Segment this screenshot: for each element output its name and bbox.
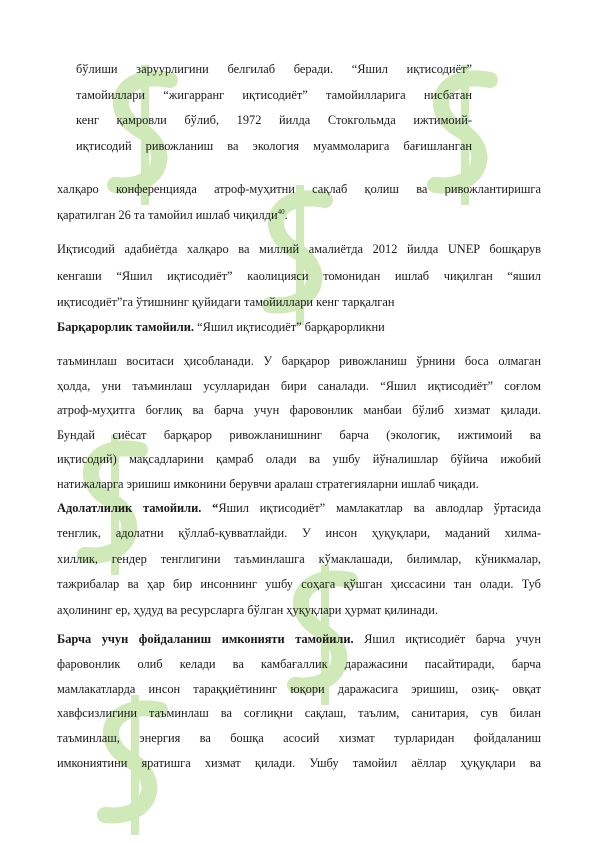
paragraph-line xyxy=(57,202,541,228)
quote-line: тамойиллари “жигарранг иқтисодиёт” тамойилларига нисбатан xyxy=(76,87,472,102)
paragraph-equity xyxy=(57,496,541,623)
paragraph-line: Бундай сиёсат барқарор ривожланишнинг барча (экологик, ижтимоий ва xyxy=(57,427,541,442)
principle-title: Барқарорлик тамойили. xyxy=(57,320,194,334)
quote-line: кенг қамровли бўлиб, 1972 йилда Стокгольмда ижтимоий- xyxy=(76,113,472,128)
paragraph-text: . xyxy=(284,208,288,222)
paragraph-line: таъминлаш воситаси ҳисобланади. У барқарор ривожланиш ўрнини боса олмаган xyxy=(57,354,541,368)
quote-line: бўлиши заруурлигини белгилаб беради. “Яшил иқтисодиёт” xyxy=(76,62,472,76)
paragraph-line: мамлакатларда инсон тараққиётининг юқори даражасига эришиш, озиқ- овқат xyxy=(57,681,541,696)
paragraph-line: хавфсизлигини таъминлаш ва соғлиқни сақлаш, таълим, санитария, сув билан xyxy=(57,706,541,721)
paragraph-line: халқаро конференцияда атроф-муҳитни сақлаб қолиш ва ривожлантиришга xyxy=(57,182,541,196)
paragraph-line: фаровонлик олиб келади ва камбағаллик даражасини пасайтиради, барча xyxy=(57,656,541,671)
principle-heading-sustainability xyxy=(57,317,541,337)
paragraph-line: хиллик, гендер тенглигини таъминлашга кўмаклашади, билимлар, кўникмалар, xyxy=(57,551,541,566)
paragraph-line xyxy=(57,317,541,337)
paragraph-line: Иқтисодий адабиётда халқаро ва миллий амалиётда 2012 йилда UNEP бошқарув xyxy=(57,242,541,256)
paragraph-line: имкониятини яратишга хизмат қилади. Ушбу тамойил аёллар ҳуқуқлари ва xyxy=(57,755,541,770)
paragraph-line: натижаларга эришиш имконини берувчи аралаш стратегияларни ишлаб чиқади. xyxy=(57,476,479,491)
paragraph-text: қаратилган 26 та тамойил ишлаб чиқилди xyxy=(57,208,278,222)
paragraph-line xyxy=(57,627,541,652)
paragraph-line: тажрибалар ва ҳар бир инсоннинг ушбу соҳага қўшган ҳиссасини тан олади. Туб xyxy=(57,577,541,592)
principle-title: Адолатлилик тамойили. “ xyxy=(57,501,219,515)
paragraph-unep xyxy=(57,236,541,316)
paragraph-line: ҳолда, уни таъминлаш усулларидан бири саналади. “Яшил иқтисодиёт” соғлом xyxy=(57,378,541,393)
principle-title: Барча учун фойдаланиш имконияти тамойили. xyxy=(57,632,354,646)
paragraph-conference xyxy=(57,176,541,228)
paragraph-text: Яшил иқтисодиёт барча учун xyxy=(353,632,541,646)
paragraph-line: атроф-муҳитга боғлиқ ва барча учун фаровонлик манбаи бўлиб хизмат қилади. xyxy=(57,403,541,418)
paragraph-line: таъминлаш, энергия ва бошқа асосий хизмат турларидан фойдаланиш xyxy=(57,731,541,746)
quote-block xyxy=(76,57,472,159)
paragraph-line: иқтисодий) мақсадларини қамраб олади ва ушбу йўналишлар бўйича ижобий xyxy=(57,452,541,467)
paragraph-sustainability xyxy=(57,349,541,497)
paragraph-text: Яшил иқтисодиёт” мамлакатлар ва авлодлар ўртасида xyxy=(218,501,541,515)
paragraph-access xyxy=(57,627,541,776)
footnote-ref: 40 xyxy=(277,207,285,216)
paragraph-line: иқтисодиёт”га ўтишнинг қуйидаги тамойиллари кенг тарқалган xyxy=(57,295,395,309)
paragraph-line: аҳолининг ер, ҳудуд ва ресурсларга бўлган ҳуқуқлари ҳурмат қилинади. xyxy=(57,602,439,617)
quote-line: иқтисодий ривожланиш ва экология муаммоларига бағишланган xyxy=(76,138,472,153)
paragraph-text: “Яшил иқтисодиёт” барқарорликни xyxy=(193,320,385,334)
paragraph-line: тенглик, адолатни қўллаб-қувватлайди. У инсон ҳуқуқлари, маданий хилма- xyxy=(57,526,541,541)
paragraph-line: кенгаши “Яшил иқтисодиёт” каолицияси томонидан ишлаб чиқилган “яшил xyxy=(57,268,541,283)
paragraph-line xyxy=(57,496,541,521)
